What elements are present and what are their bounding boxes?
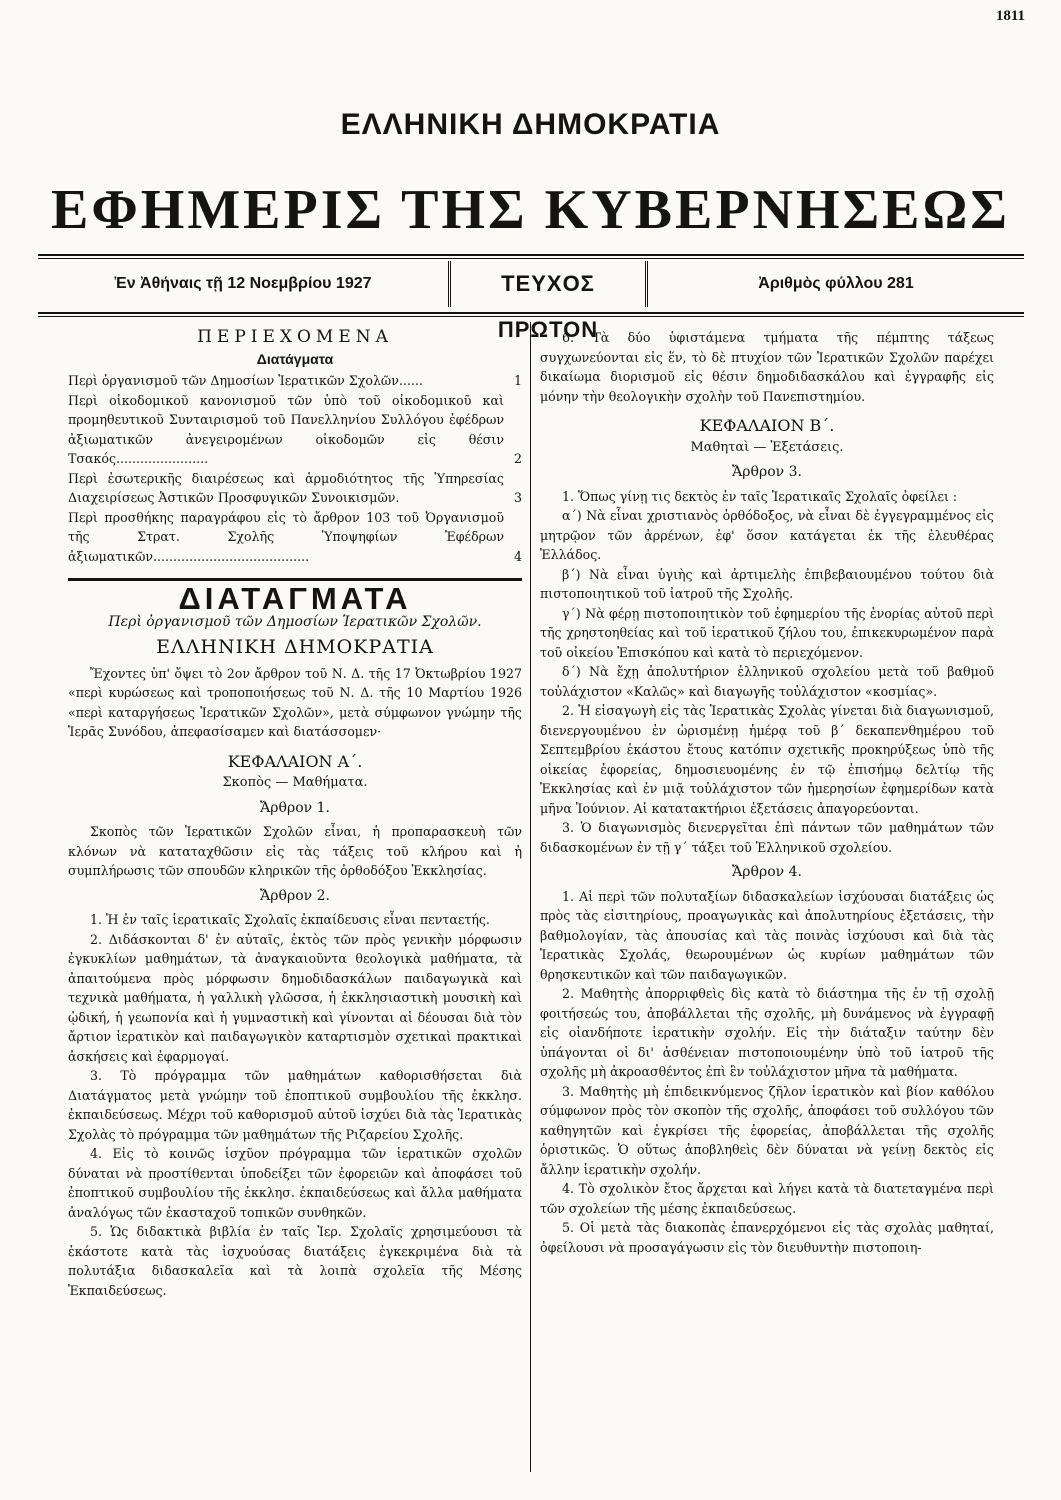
toc-item-text: Περὶ ἐσωτερικῆς διαιρέσεως καὶ ἁρμοδιότητος τῆς Ὑπηρεσίας Διαχειρίσεως Ἀστικῶν Προσφυγικῶν Συνοικισμῶν. <box>68 470 504 505</box>
article-2-paragraph: 5. Ὡς διδακτικὰ βιβλία ἐν ταῖς Ἱερ. Σχολαῖς χρησιμεύουσι τὰ ἑκάστοτε κατὰ τὰς ἰσχυούσας διατάξεις ἐγκεκριμένα διὰ τὰ πολυτάξια διδασκαλεῖα καὶ τὰ λοιπὰ σχολεῖα τῆς Μέσης Ἐκπαιδεύσεως. <box>68 1224 522 1298</box>
masthead-republic: ΕΛΛΗΝΙΚΗ ΔΗΜΟΚΡΑΤΙΑ <box>340 108 721 141</box>
issue-sheet-number: Ἀριθμὸς φύλλου 281 <box>758 275 914 292</box>
toc-item-page: 3 <box>513 490 522 505</box>
article-3-item: δ΄) Νὰ ἔχῃ ἀπολυτήριον ἑλληνικοῦ σχολείου μετὰ τοῦ βαθμοῦ τοὐλάχιστον «Καλῶς» καὶ διαγωγῆς τοὐλάχιστον «κοσμίας». <box>540 664 994 699</box>
article-1-text: Σκοπὸς τῶν Ἱερατικῶν Σχολῶν εἶναι, ἡ προπαρασκευὴ τῶν κλόνων νὰ καταταχθῶσιν εἰς τὰς τάξεις τοῦ κλήρου καὶ ἡ συμπλήρωσις τῶν σπουδῶν κληρικῶν τῆς ὀρθοδόξου Ἐκκλησίας. <box>68 824 522 878</box>
article-3-item: γ΄) Νὰ φέρῃ πιστοποιητικὸν τοῦ ἐφημερίου τῆς ἐνορίας αὐτοῦ περὶ τῆς χρηστοηθείας καὶ τοῦ ἱερατικοῦ ζήλου του, ἐπικεκυρωμένον παρὰ τοῦ οἰκείου Ἐπισκόπου καὶ κατὰ τὸ περιεχόμενον. <box>540 605 994 660</box>
toc-item <box>68 391 522 469</box>
issue-series: ΤΕΥΧΟΣ ΠΡΩΤΟΝ <box>448 261 648 307</box>
article-3-title: Ἄρθρον 3. <box>732 464 802 480</box>
article-4-paragraph: 1. Αἱ περὶ τῶν πολυταξίων διδασκαλείων ἰσχύουσαι διατάξεις ὡς πρὸς τὰς εἰσιτηρίους, προαγωγικὰς καὶ ἀπολυτηρίους ἐξετάσεις, τὴν βαθμολογίαν, τὰς ἀπουσίας καὶ τὰς ποινὰς ἰσχύουσι καὶ διὰ τὰς Ἱερατικὰς Σχολάς, θεωρουμένων ὡς κυρίων μαθημάτων τῶν θρησκευτικῶν καὶ τῶν παιδαγωγικῶν. <box>540 888 994 982</box>
article-3-paragraph: 2. Ἡ εἰσαγωγὴ εἰς τὰς Ἱερατικὰς Σχολὰς γίνεται διὰ διαγωνισμοῦ, διενεργουμένου ἐν ὡρισμένῃ ἡμέρᾳ τοῦ β΄ δεκαπενθημέρου τοῦ Σεπτεμβρίου ἑκάστου ἔτους κατόπιν σχετικῆς προκηρύξεως ὑπὸ τῆς οἰκείας ἐφορείας, δημοσιευομένης ἐν τῷ ἐπισήμῳ δελτίῳ τῆς Ἐκκλησίας καὶ ἐν μιᾷ τοὐλάχιστον τῶν ἡμερησίων ἐφημερίδων κατὰ μῆνα Ἰούνιον. Αἱ κατατακτήριοι ἐξετάσεις ἀπαγορεύονται. <box>540 703 994 816</box>
chapter-b-subtitle: Μαθηταὶ — Ἐξετάσεις. <box>690 439 844 455</box>
article-4-paragraph: 3. Μαθητὴς μὴ ἐπιδεικνύμενος ζῆλον ἱερατικὸν καὶ βίον καθόλου σύμφωνον πρὸς τὸν σκοπὸν τῆς σχολῆς, ἀποφάσει τοῦ συλλόγου τῶν καθηγητῶν καὶ ἐγκρίσει τῆς ἐφορείας, ἀποβάλλεται τῆς σχολῆς ὁριστικῶς. Ὁ οὕτως ἀποβληθεὶς δὲν δύναται νὰ γείνῃ δεκτὸς εἰς ἄλλην ἱερατικὴν σχολήν. <box>540 1083 994 1177</box>
chapter-b-title: ΚΕΦΑΛΑΙΟΝ Β΄. <box>699 416 835 435</box>
masthead-rule-top <box>38 254 1024 256</box>
toc-item-page: 2 <box>513 451 522 466</box>
column-divider <box>530 322 531 1472</box>
toc-item <box>68 371 522 391</box>
contents-subtitle: Διατάγματα <box>256 350 334 367</box>
issue-rule-bottom-thin <box>38 316 1024 317</box>
article-4-title: Ἄρθρον 4. <box>732 864 802 880</box>
article-2-paragraph: 6. Τὰ δύο ὑφιστάμενα τμήματα τῆς πέμπτης τάξεως συγχωνεύονται εἰς ἕν, τὸ δὲ πτυχίον τῶν Ἱερατικῶν Σχολῶν παρέχει δικαίωμα διορισμοῦ εἰς θέσιν δημοδιδασκάλου καὶ ἐγγραφῆς εἰς μόνην τὴν θεολογικὴν σχολὴν τοῦ Πανεπιστημίου. <box>540 330 994 404</box>
article-1-title: Ἄρθρον 1. <box>260 799 330 816</box>
article-2-paragraph: 1. Ἡ ἐν ταῖς ἱερατικαῖς Σχολαῖς ἐκπαίδευσις εἶναι πενταετής. <box>90 912 490 927</box>
decrees-banner: ΔΙΑΤΑΓΜΑΤΑ <box>68 578 522 609</box>
toc-item <box>68 508 522 567</box>
issue-rule-bottom <box>38 312 1024 314</box>
contents-title: ΠΕΡΙΕΧΟΜΕΝΑ <box>197 327 393 347</box>
toc-item-page: 4 <box>513 548 522 564</box>
article-2-paragraph: 4. Εἰς τὸ κοινῶς ἰσχῦον πρόγραμμα τῶν ἱερατικῶν σχολῶν δύναται νὰ προστίθενται ὑποδείξει τῶν ἐφορειῶν καὶ ἀποφάσει τοῦ ἐποπτικοῦ συμβουλίου τῆς ἐκκλησ. ἐκπαιδεύσεως καὶ ἄλλα μαθήματα ἀναλόγως τῶν ἑκασταχοῦ τοπικῶν συνθηκῶν. <box>68 1146 522 1220</box>
chapter-a-subtitle: Σκοπὸς — Μαθήματα. <box>222 775 368 790</box>
toc-item-text: Περὶ οἰκοδομικοῦ κανονισμοῦ τῶν ὑπὸ τοῦ οἰκοδομικοῦ καὶ προμηθευτικοῦ Συνταιρισμοῦ τοῦ Πανελληνίου Συλλόγου ἐφέδρων ἀξιωματικῶν ἀνεγειρομένων οἰκοδομῶν εἰς θέσιν Τσακός....................... <box>68 392 504 466</box>
decree-subject: Περὶ ὀργανισμοῦ τῶν Δημοσίων Ἱερατικῶν Σχολῶν. <box>108 613 482 630</box>
decree-heading: ΕΛΛΗΝΙΚΗ ΔΗΜΟΚΡΑΤΙΑ <box>156 636 434 658</box>
toc-item-page: 1 <box>513 373 522 388</box>
article-4-paragraph: 2. Μαθητὴς ἀπορριφθεὶς δὶς κατὰ τὸ διάστημα τῆς ἐν τῇ σχολῇ φοιτήσεώς του, ἀποβάλλεται τῆς σχολῆς, μὴ δυνάμενος νὰ ἐγγραφῇ εἰς οἱανδήποτε ἱερατικὴν σχολήν. Εἰς τὴν διάταξιν ταύτην δὲν ὑπάγονται οἱ δι' ἀσθένειαν πιστοποιουμένην ὑπὸ τοῦ ἰατροῦ τῆς σχολῆς μὴ ἀκροασθέντος ἐπὶ ἓν τοὐλάχιστον μῆνα τὰ μαθήματα. <box>540 986 994 1079</box>
toc-item-text: Περὶ ὀργανισμοῦ τῶν Δημοσίων Ἱερατικῶν Σχολῶν...... <box>68 373 423 388</box>
article-3-paragraph: 3. Ὁ διαγωνισμὸς διενεργεῖται ἐπὶ πάντων τῶν μαθημάτων τῶν διδασκομένων ἐν τῇ γ΄ τάξει τοῦ Ἑλληνικοῦ σχολείου. <box>540 820 994 855</box>
article-2-paragraph: 3. Τὸ πρόγραμμα τῶν μαθημάτων καθορισθήσεται διὰ Διατάγματος μετὰ γνώμην τοῦ ἐποπτικοῦ συμβουλίου τῆς ἐκκλησ. ἐκπαιδεύσεως. Μέχρι τοῦ καθορισμοῦ αὐτοῦ ἰσχύει διὰ τὰς Ἱερατικὰς Σχολὰς τὸ πρόγραμμα τῶν μαθημάτων τῆς Ριζαρείου Σχολῆς. <box>68 1068 522 1142</box>
decree-preamble: Ἔχοντες ὑπ' ὄψει τὸ 2ον ἄρθρον τοῦ Ν. Δ. τῆς 17 Ὀκτωβρίου 1927 «περὶ κυρώσεως καὶ τροποποιήσεως τοῦ Ν. Δ. τῆς 10 Μαρτίου 1926 «περὶ καταργήσεως Ἱερατικῶν Σχολῶν», μετὰ σύμφωνον γνώμην τῆς Ἱερᾶς Συνόδου, ἀπεφασίσαμεν καὶ διατάσσομεν· <box>68 665 522 739</box>
article-2-title: Ἄρθρον 2. <box>260 887 330 904</box>
page-number: 1811 <box>995 8 1025 24</box>
left-column <box>68 328 522 1300</box>
article-3-item: α΄) Νὰ εἶναι χριστιανὸς ὀρθόδοξος, νὰ εἶναι δὲ ἐγγεγραμμένος εἰς μητρῷον τῶν ἀρρένων, ἐφ' ὅσον κατάγεται ἐκ τῆς ἐλευθέρας Ἑλλάδος. <box>540 508 994 562</box>
toc-item <box>68 469 522 508</box>
article-4-paragraph: 5. Οἱ μετὰ τὰς διακοπὰς ἐπανερχόμενοι εἰς τὰς σχολὰς μαθηταί, ὀφείλουσι νὰ προσαγάγωσιν εἰς τὸν διευθυντὴν πιστοποιη- <box>540 1220 994 1255</box>
masthead-title: ΕΦΗΜΕΡΙΣ ΤΗΣ ΚΥΒΕΡΝΗΣΕΩΣ <box>50 179 1010 241</box>
right-column <box>540 328 994 1257</box>
issue-date: Ἐν Ἀθήναις τῇ 12 Νοεμβρίου 1927 <box>114 275 372 292</box>
chapter-a-title: ΚΕΦΑΛΑΙΟΝ Α΄. <box>227 751 363 771</box>
toc-item-text: Περὶ προσθήκης παραγράφου εἰς τὸ ἄρθρον 103 τοῦ Ὀργανισμοῦ τῆς Στρατ. Σχολῆς Ὑποψηφίων Ἐφέδρων ἀξιωματικῶν....................................... <box>68 509 504 564</box>
article-4-paragraph: 4. Τὸ σχολικὸν ἔτος ἄρχεται καὶ λήγει κατὰ τὰ διατεταγμένα περὶ τῶν σχολείων τῆς μέσης ἐκπαιδεύσεως. <box>540 1181 994 1216</box>
article-3-item: β΄) Νὰ εἶναι ὑγιὴς καὶ ἀρτιμελὴς ἐπιβεβαιουμένου τούτου διὰ πιστοποιητικοῦ τοῦ ἰατροῦ τῆς Σχολῆς. <box>540 566 994 601</box>
article-3-paragraph: 1. Ὅπως γίνῃ τις δεκτὸς ἐν ταῖς Ἱερατικαῖς Σχολαῖς ὀφείλει : <box>562 488 958 504</box>
article-2-paragraph: 2. Διδάσκονται δ' ἐν αὐταῖς, ἐκτὸς τῶν πρὸς γενικὴν μόρφωσιν ἐγκυκλίων μαθημάτων, τὰ ἀναγκαιοῦντα θεολογικὰ μαθήματα, τὰ ἀπαιτούμενα πρὸς μόρφωσιν δημοδιδασκάλων παιδαγωγικὰ καὶ τεχνικὰ μαθήματα, ἡ γαλλικὴ γλῶσσα, ἡ ἐκκλησιαστικὴ μουσικὴ καὶ ᾠδική, ἡ γεωπονία καὶ ἡ γυμναστικὴ καὶ γίνονται αἱ δέουσαι διὰ τὸν ἄρτιον ἱερατικὸν καὶ παιδαγωγικὸν καταρτισμὸν σχετικαὶ πρακτικαὶ ἀσκήσεις καὶ ἐφαρμογαί. <box>68 931 522 1064</box>
